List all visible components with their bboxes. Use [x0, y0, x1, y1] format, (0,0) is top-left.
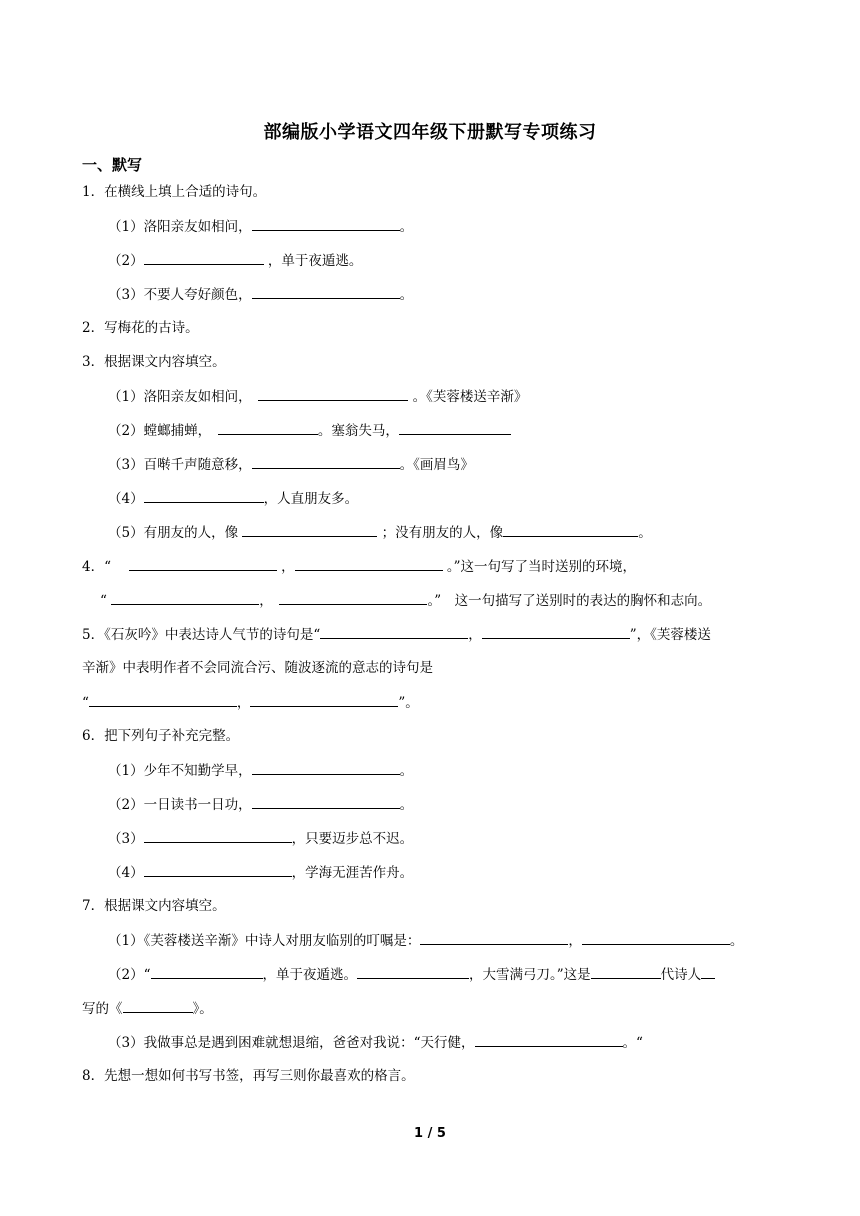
question-1-3: （3）不要人夸好颜色， 。 — [108, 284, 413, 305]
answer-blank[interactable] — [242, 522, 377, 537]
question-4: 4．“ ， 。”这一句写了当时送别的环境， — [82, 556, 636, 577]
answer-blank[interactable] — [399, 420, 511, 435]
answer-blank[interactable] — [252, 794, 400, 809]
answer-blank[interactable] — [482, 624, 630, 639]
answer-blank[interactable] — [252, 760, 400, 775]
answer-blank[interactable] — [89, 692, 237, 707]
answer-blank[interactable] — [295, 556, 443, 571]
question-5-cont: 辛渐》中表明作者不会同流合污、随波逐流的意志的诗句是 — [82, 660, 433, 676]
answer-blank[interactable] — [151, 964, 263, 979]
question-6-1: （1）少年不知勤学早， 。 — [108, 760, 413, 781]
answer-blank[interactable] — [591, 964, 661, 979]
answer-blank[interactable] — [123, 998, 193, 1013]
answer-blank[interactable] — [218, 420, 318, 435]
answer-blank[interactable] — [111, 590, 259, 605]
answer-blank[interactable] — [252, 284, 400, 299]
question-2: 2．写梅花的古诗。 — [82, 320, 199, 336]
question-7-3: （3）我做事总是遇到困难就想退缩，爸爸对我说：“天行健， 。“ — [108, 1032, 643, 1053]
answer-blank[interactable] — [129, 556, 277, 571]
answer-blank[interactable] — [582, 930, 730, 945]
question-3-3: （3）百啭千声随意移， 。《画眉鸟》 — [108, 454, 474, 475]
question-7: 7．根据课文内容填空。 — [82, 898, 226, 914]
answer-blank[interactable] — [475, 1032, 623, 1047]
question-7-2-cont: 写的《 》。 — [82, 998, 213, 1019]
question-3: 3．根据课文内容填空。 — [82, 354, 226, 370]
question-3-4: （4） ，人直朋友多。 — [108, 488, 358, 509]
question-6-2: （2）一日读书一日功， 。 — [108, 794, 413, 815]
answer-blank[interactable] — [701, 964, 715, 979]
question-7-1: （1）《芙蓉楼送辛渐》中诗人对朋友临别的叮嘱是： ， 。 — [108, 930, 743, 951]
answer-blank[interactable] — [250, 692, 398, 707]
question-5: 5．《石灰吟》中表达诗人气节的诗句是“ ， ”，《芙蓉楼送 — [82, 624, 711, 645]
page-indicator: 1 / 5 — [414, 1126, 446, 1141]
question-6: 6．把下列句子补充完整。 — [82, 728, 240, 744]
question-4-cont: “ ， 。” 这一句描写了送别时的表达的胸怀和志向。 — [100, 590, 711, 611]
answer-blank[interactable] — [503, 522, 638, 537]
answer-blank[interactable] — [144, 250, 264, 265]
question-7-2: （2）“ ，单于夜遁逃。 ，大雪满弓刀。”这是 代诗人 — [108, 964, 715, 985]
answer-blank[interactable] — [252, 216, 400, 231]
answer-blank[interactable] — [420, 930, 568, 945]
answer-blank[interactable] — [144, 488, 264, 503]
question-3-5: （5）有朋友的人，像 ；没有朋友的人，像 。 — [108, 522, 652, 543]
question-1-1: （1）洛阳亲友如相问， 。 — [108, 216, 413, 237]
question-6-3: （3） ，只要迈步总不迟。 — [108, 828, 413, 849]
answer-blank[interactable] — [144, 862, 292, 877]
question-3-2: （2）螳螂捕蝉， 。塞翁失马， — [108, 420, 511, 441]
question-8: 8．先想一想如何书写书签，再写三则你最喜欢的格言。 — [82, 1068, 415, 1084]
question-5-answer: “ ， ”。 — [82, 692, 419, 713]
answer-blank[interactable] — [357, 964, 469, 979]
section-heading: 一、默写 — [82, 156, 143, 174]
answer-blank[interactable] — [258, 386, 408, 401]
question-1: 1．在横线上填上合适的诗句。 — [82, 184, 267, 200]
answer-blank[interactable] — [320, 624, 468, 639]
answer-blank[interactable] — [279, 590, 427, 605]
answer-blank[interactable] — [252, 454, 400, 469]
question-3-1: （1）洛阳亲友如相问， 。《芙蓉楼送辛渐》 — [108, 386, 527, 407]
document-title: 部编版小学语文四年级下册默写专项练习 — [263, 122, 597, 143]
answer-blank[interactable] — [144, 828, 292, 843]
question-1-2: （2） ，单于夜遁逃。 — [108, 250, 362, 271]
question-6-4: （4） ，学海无涯苦作舟。 — [108, 862, 413, 883]
